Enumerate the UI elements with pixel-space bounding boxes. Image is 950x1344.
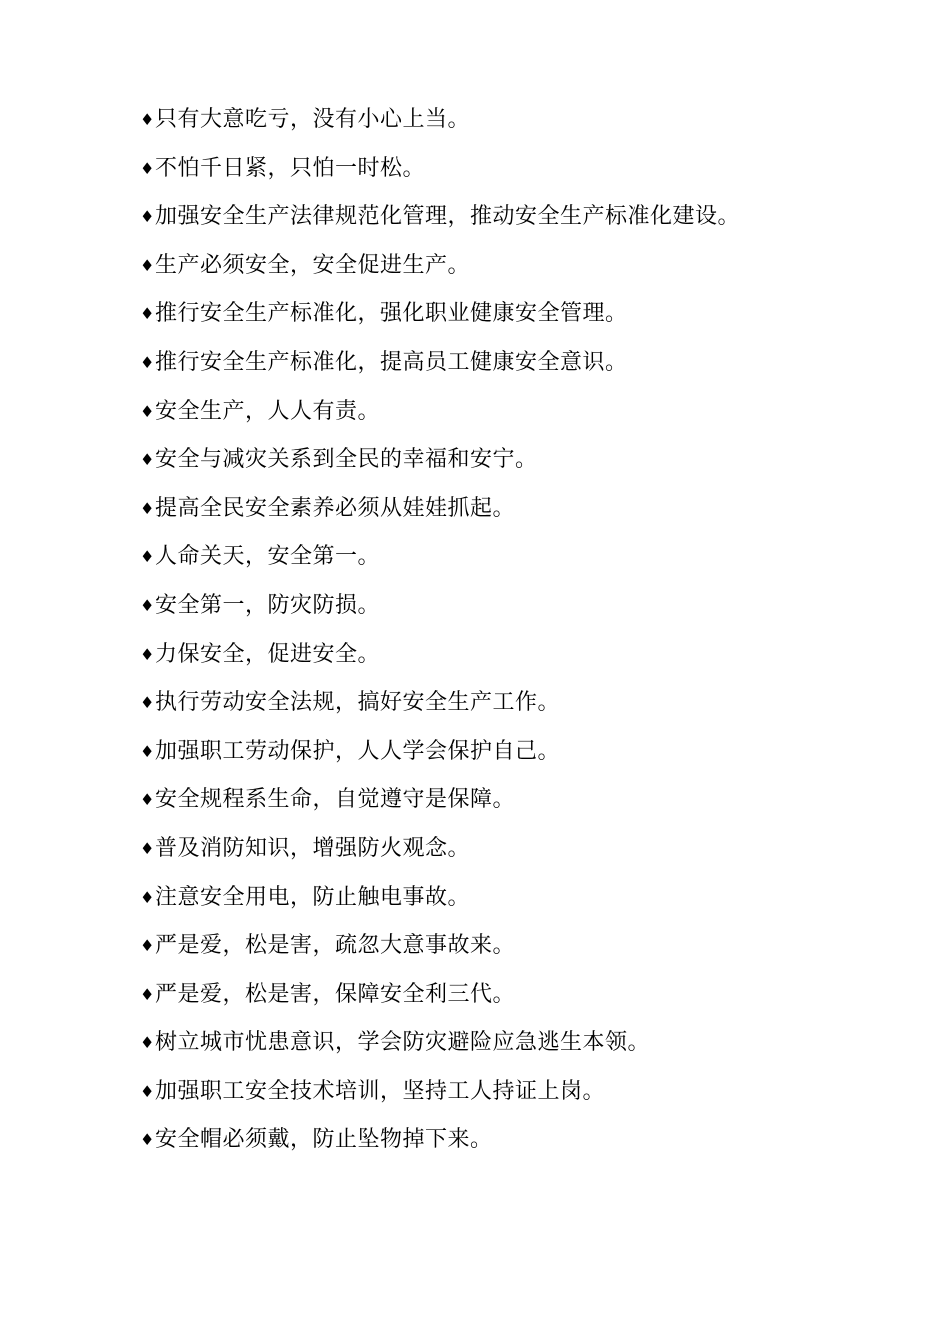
diamond-bullet-icon: ♦ [140,741,155,761]
diamond-bullet-icon: ♦ [140,1130,155,1150]
slogan-item [140,1072,740,1121]
slogan-text: 安全帽必须戴，防止坠物掉下来。 [155,1127,493,1153]
diamond-bullet-icon: ♦ [140,984,155,1004]
slogan-item [140,878,740,927]
diamond-bullet-icon: ♦ [140,936,155,956]
slogan-text: 安全规程系生命，自觉遵守是保障。 [155,787,516,813]
diamond-bullet-icon: ♦ [140,547,155,567]
diamond-bullet-icon: ♦ [140,450,155,470]
slogan-list [140,100,740,1169]
slogan-text: 力保安全，促进安全。 [155,641,381,667]
slogan-text: 只有大意吃亏，没有小心上当。 [155,107,471,132]
slogan-item [140,246,740,295]
slogan-text: 加强职工劳动保护，人人学会保护自己。 [155,738,561,764]
diamond-bullet-icon: ♦ [140,110,155,129]
slogan-item [140,635,740,684]
slogan-text: 生产必须安全，安全促进生产。 [155,252,471,278]
slogan-text: 推行安全生产标准化，提高员工健康安全意识。 [155,349,628,375]
slogan-text: 人命关天，安全第一。 [155,544,381,570]
slogan-item [140,343,740,392]
slogan-text: 执行劳动安全法规，搞好安全生产工作。 [155,690,561,716]
slogan-item [140,489,740,538]
slogan-item [140,294,740,343]
diamond-bullet-icon: ♦ [140,1081,155,1101]
slogan-item [140,537,740,586]
slogan-item [140,1120,740,1169]
slogan-text: 推行安全生产标准化，强化职业健康安全管理。 [155,301,628,327]
diamond-bullet-icon: ♦ [140,887,155,907]
diamond-bullet-icon: ♦ [140,498,155,518]
diamond-bullet-icon: ♦ [140,693,155,713]
slogan-item [140,392,740,441]
slogan-item [140,586,740,635]
diamond-bullet-icon: ♦ [140,595,155,615]
diamond-bullet-icon: ♦ [140,158,155,178]
slogan-text: 加强安全生产法律规范化管理，推动安全生产标准化建设。 [155,204,741,230]
slogan-text: 加强职工安全技术培训，坚持工人持证上岗。 [155,1078,606,1104]
slogan-text: 注意安全用电，防止触电事故。 [155,884,471,910]
diamond-bullet-icon: ♦ [140,207,155,227]
slogan-item [140,975,740,1024]
slogan-text: 安全生产，人人有责。 [155,398,381,424]
slogan-text: 普及消防知识，增强防火观念。 [155,835,471,861]
slogan-text: 严是爱，松是害，保障安全利三代。 [155,981,516,1007]
slogan-item [140,683,740,732]
diamond-bullet-icon: ♦ [140,790,155,810]
slogan-text: 安全第一，防灾防损。 [155,592,381,618]
slogan-item [140,780,740,829]
slogan-item [140,829,740,878]
diamond-bullet-icon: ♦ [140,644,155,664]
slogan-item [140,197,740,246]
slogan-item [140,149,740,198]
diamond-bullet-icon: ♦ [140,838,155,858]
slogan-text: 严是爱，松是害，疏忽大意事故来。 [155,933,516,959]
slogan-text: 提高全民安全素养必须从娃娃抓起。 [155,495,516,521]
diamond-bullet-icon: ♦ [140,1033,155,1053]
slogan-item [140,1023,740,1072]
slogan-text: 树立城市忧患意识，学会防灾避险应急逃生本领。 [155,1030,651,1056]
diamond-bullet-icon: ♦ [140,401,155,421]
slogan-item [140,440,740,489]
diamond-bullet-icon: ♦ [140,304,155,324]
slogan-item [140,926,740,975]
slogan-text: 安全与减灾关系到全民的幸福和安宁。 [155,447,538,473]
diamond-bullet-icon: ♦ [140,352,155,372]
slogan-text: 不怕千日紧，只怕一时松。 [155,155,426,181]
slogan-item [140,100,740,149]
slogan-item [140,732,740,781]
diamond-bullet-icon: ♦ [140,255,155,275]
